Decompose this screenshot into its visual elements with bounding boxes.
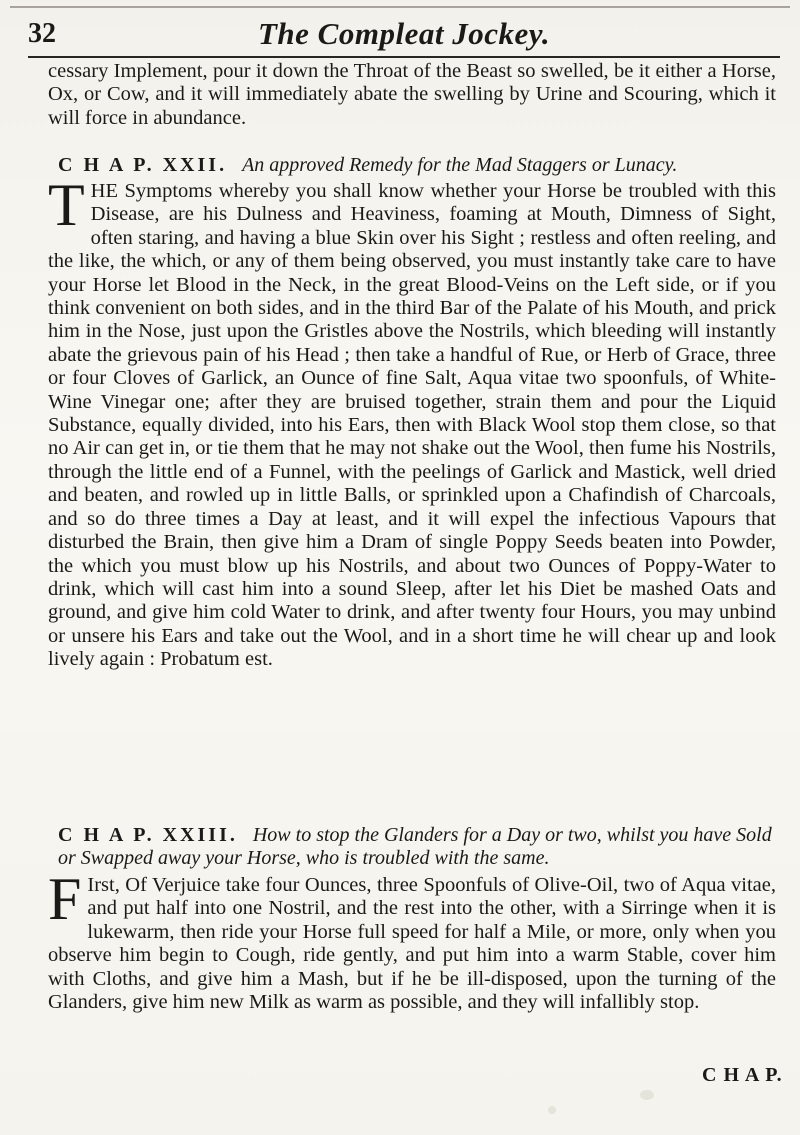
paragraph-text: cessary Implement, pour it down the Throat of the Beast so swelled, be it either a Horse, Ox, or Cow, and it will immediately abate the swelling by Urine and Scouring, which it will force in abundance.: [48, 60, 776, 129]
ink-smudge: [640, 1090, 654, 1100]
chapter-body-text: Irst, Of Verjuice take four Ounces, three Spoonfuls of Olive-Oil, two of Aqua vitae, and put half into one Nostril, and the rest into the other, with a Sirringe when it is lukewarm, then ride your Horse full speed for half a Mile, or more, only when you observe him begin to Cough, ride gently, and put him into a warm Stable, cover him with Cloths, and give him a Mash, but if he be ill-disposed, upon the turning of the Glanders, give him new Milk as warm as possible, and they will infallibly stop.: [48, 874, 776, 1014]
running-head: The Compleat Jockey.: [258, 16, 551, 51]
chapter-23-body: [48, 866, 776, 1014]
catchword: C H A P.: [702, 1064, 783, 1086]
paragraph-continuation: [48, 60, 776, 130]
drop-cap: T: [48, 172, 85, 238]
chapter-body-text: HE Symptoms whereby you shall know whether your Horse be troubled with this Disease, are his Dulness and Heaviness, foaming at Mouth, Dimness of Sight, often staring, and having a blue Skin over his Sight ; restless and often reeling, and the like, the which, or any of them being observed, you must instantly take care to have your Horse let Blood in the Neck, in the great Blood-Veins on the Left side, or if you think convenient on both sides, and in the third Bar of the Palate of his Mouth, and prick him in the Nose, just upon the Gristles above the Nostrils, which bleeding will instantly abate the grievous pain of his Head ; then take a handful of Rue, or Herb of Grace, three or four Cloves of Garlick, an Ounce of fine Salt, Aqua vitae two spoonfuls, of White-Wine Vinegar one; after they are bruised together, strain them and pour the Liquid Substance, equally divided, into his Ears, then with Black Wool stop them close, so that no Air can get in, or tie them that he may not shake out the Wool, then fume his Nostrils, through the little end of a Funnel, with the peelings of Garlick and Mastick, well dried and beaten, and rowled up in little Balls, or sprinkled upon a Chafindish of Charcoals, and so do three times a Day at least, and it will expel the infectious Vapours that disturbed the Brain, then give him a Dram of single Poppy Seeds beaten into Powder, the which you must blow up his Nostrils, and about two Ounces of Poppy-Water to drink, which will cast him into a sound Sleep, after let his Diet be mashed Oats and ground, and give him cold Water to drink, and after twenty four Hours, you may unbind or unsere his Ears and take out the Wool, and in a short time he will chear up and look lively again : Probatum est.: [48, 180, 776, 671]
page-number: 32: [28, 18, 56, 49]
page-header: [28, 12, 780, 58]
chapter-label: C H A P. XXII.: [58, 154, 228, 176]
top-edge-rule: [10, 6, 790, 8]
chapter-label: C H A P. XXIII.: [58, 824, 238, 846]
drop-cap: F: [48, 866, 82, 932]
chapter-23-heading: [58, 824, 778, 870]
chapter-22-body: [48, 172, 776, 672]
chapter-title: How to stop the Glanders for a Day or two, whilst you have Sold or Swapped away your Horse, who is troubled with the same.: [58, 824, 772, 869]
chapter-title: An approved Remedy for the Mad Staggers or Lunacy.: [242, 154, 678, 176]
ink-smudge: [548, 1106, 556, 1114]
header-rule: [28, 56, 780, 58]
chapter-22-heading: [58, 154, 778, 177]
